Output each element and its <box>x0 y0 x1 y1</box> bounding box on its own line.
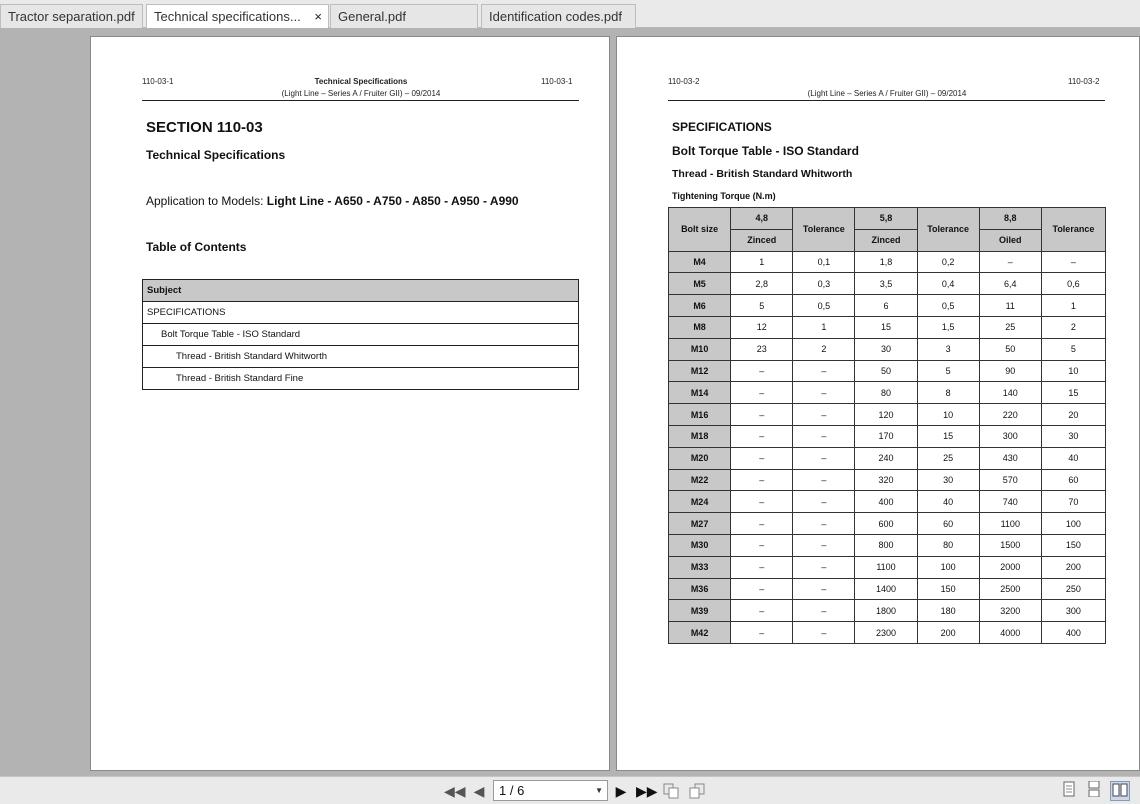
bolt-size-cell: M20 <box>669 447 731 469</box>
torque-cell: 6 <box>855 295 917 317</box>
torque-cell: 2000 <box>979 556 1041 578</box>
torque-cell: 5 <box>731 295 793 317</box>
torque-cell: 100 <box>1041 513 1105 535</box>
torque-cell: 740 <box>979 491 1041 513</box>
torque-cell: 120 <box>855 404 917 426</box>
bolt-size-cell: M24 <box>669 491 731 513</box>
torque-cell: 50 <box>979 338 1041 360</box>
torque-cell: – <box>979 251 1041 273</box>
torque-cell: 15 <box>855 316 917 338</box>
tab-technical-specifications[interactable] <box>146 4 329 29</box>
torque-cell: – <box>731 382 793 404</box>
bolt-size-cell: M36 <box>669 578 731 600</box>
table-row <box>669 251 1106 273</box>
torque-cell: 180 <box>917 600 979 622</box>
torque-cell: 0,2 <box>917 251 979 273</box>
torque-cell: 170 <box>855 425 917 447</box>
torque-cell: 1,5 <box>917 316 979 338</box>
table-row <box>669 273 1106 295</box>
torque-cell: 12 <box>731 316 793 338</box>
table-row <box>669 338 1106 360</box>
torque-cell: 1 <box>793 316 855 338</box>
torque-cell: 10 <box>917 404 979 426</box>
torque-cell: 400 <box>1041 622 1105 644</box>
torque-cell: 1500 <box>979 534 1041 556</box>
torque-cell: 20 <box>1041 404 1105 426</box>
torque-cell: – <box>731 447 793 469</box>
bottom-toolbar <box>0 776 1140 804</box>
col-bolt-size: Bolt size <box>669 208 731 252</box>
table-row <box>669 360 1106 382</box>
tab-general[interactable] <box>330 4 478 28</box>
torque-cell: – <box>793 600 855 622</box>
toc-link-bsf[interactable]: Thread - British Standard Fine <box>143 368 579 390</box>
specs-title: SPECIFICATIONS <box>672 120 772 134</box>
torque-caption: Tightening Torque (N.m) <box>672 191 776 201</box>
page-number-left: 110-03-2 <box>668 77 700 86</box>
torque-cell: 1100 <box>855 556 917 578</box>
pdf-page-left <box>90 36 610 771</box>
toc-row[interactable] <box>143 368 579 390</box>
torque-cell: 140 <box>979 382 1041 404</box>
torque-cell: – <box>731 469 793 491</box>
torque-cell: 2 <box>793 338 855 360</box>
torque-cell: 6,4 <box>979 273 1041 295</box>
col-finish-88: Oiled <box>979 229 1041 251</box>
bolt-size-cell: M16 <box>669 404 731 426</box>
torque-cell: – <box>793 425 855 447</box>
torque-cell: 3200 <box>979 600 1041 622</box>
col-grade-48: 4,8 <box>731 208 793 230</box>
torque-cell: 240 <box>855 447 917 469</box>
torque-cell: 5 <box>917 360 979 382</box>
torque-cell: 10 <box>1041 360 1105 382</box>
torque-cell: – <box>731 600 793 622</box>
application-prefix: Application to Models: <box>146 194 267 208</box>
table-row <box>669 316 1106 338</box>
bolt-size-cell: M12 <box>669 360 731 382</box>
torque-cell: 80 <box>855 382 917 404</box>
torque-cell: 200 <box>917 622 979 644</box>
table-row <box>669 578 1106 600</box>
page-number-select[interactable] <box>493 780 608 801</box>
torque-cell: 100 <box>917 556 979 578</box>
facing-pages-icon[interactable] <box>1110 781 1130 801</box>
torque-cell: 1800 <box>855 600 917 622</box>
table-row <box>669 491 1106 513</box>
torque-cell: – <box>731 556 793 578</box>
torque-cell: 300 <box>979 425 1041 447</box>
header-title: Technical Specifications <box>314 77 408 86</box>
table-row <box>669 534 1106 556</box>
application-line <box>146 194 519 208</box>
torque-cell: 0,3 <box>793 273 855 295</box>
torque-cell: – <box>1041 251 1105 273</box>
torque-cell: 23 <box>731 338 793 360</box>
toc-table <box>142 279 579 390</box>
torque-cell: 8 <box>917 382 979 404</box>
bolt-size-cell: M8 <box>669 316 731 338</box>
torque-cell: – <box>793 513 855 535</box>
torque-cell: 30 <box>917 469 979 491</box>
continuous-page-icon[interactable] <box>1084 781 1104 801</box>
toc-link-bsw[interactable]: Thread - British Standard Whitworth <box>143 346 579 368</box>
torque-cell: – <box>731 534 793 556</box>
torque-cell: – <box>793 382 855 404</box>
header-rule <box>668 100 1105 101</box>
table-row <box>669 382 1106 404</box>
bolt-size-cell: M5 <box>669 273 731 295</box>
torque-cell: 15 <box>917 425 979 447</box>
torque-cell: 220 <box>979 404 1041 426</box>
torque-cell: 60 <box>917 513 979 535</box>
table-row <box>669 556 1106 578</box>
torque-table-body <box>669 251 1106 643</box>
torque-cell: 15 <box>1041 382 1105 404</box>
header-subtitle: (Light Line – Series A / Fruiter GII) – 09/2014 <box>281 89 441 98</box>
torque-cell: 150 <box>917 578 979 600</box>
bolt-size-cell: M6 <box>669 295 731 317</box>
torque-cell: – <box>731 360 793 382</box>
torque-cell: 40 <box>1041 447 1105 469</box>
torque-cell: – <box>731 404 793 426</box>
torque-cell: – <box>793 360 855 382</box>
toc-header: Subject <box>143 280 579 302</box>
torque-cell: – <box>793 447 855 469</box>
page-number-value: 1 / 6 <box>499 783 525 798</box>
table-row <box>669 425 1106 447</box>
section-subtitle: Technical Specifications <box>146 148 286 162</box>
first-page-icon[interactable]: ◀◀ <box>444 783 466 799</box>
torque-cell: – <box>793 404 855 426</box>
torque-cell: 11 <box>979 295 1041 317</box>
header-rule <box>142 100 579 101</box>
torque-cell: 90 <box>979 360 1041 382</box>
table-row <box>669 295 1106 317</box>
torque-cell: – <box>793 534 855 556</box>
tab-tractor-separation[interactable] <box>0 4 143 28</box>
bolt-size-cell: M4 <box>669 251 731 273</box>
torque-cell: – <box>793 556 855 578</box>
torque-cell: 0,4 <box>917 273 979 295</box>
col-grade-58: 5,8 <box>855 208 917 230</box>
section-title: SECTION 110-03 <box>146 119 263 136</box>
tab-label: Identification codes.pdf <box>489 9 622 24</box>
page-number-right: 110-03-1 <box>541 77 573 86</box>
bolt-torque-title: Bolt Torque Table - ISO Standard <box>672 144 859 158</box>
bolt-size-cell: M14 <box>669 382 731 404</box>
torque-cell: – <box>793 491 855 513</box>
bolt-size-cell: M18 <box>669 425 731 447</box>
torque-cell: 0,1 <box>793 251 855 273</box>
bolt-size-cell: M33 <box>669 556 731 578</box>
toc-row[interactable] <box>143 346 579 368</box>
torque-cell: 800 <box>855 534 917 556</box>
toc-row[interactable] <box>143 302 579 324</box>
torque-cell: 30 <box>855 338 917 360</box>
history-forward-icon[interactable] <box>688 782 706 800</box>
torque-cell: 1400 <box>855 578 917 600</box>
application-models: Light Line - A650 - A750 - A850 - A950 - A990 <box>266 194 519 208</box>
bolt-size-cell: M39 <box>669 600 731 622</box>
table-row <box>669 600 1106 622</box>
table-subheader-row <box>669 229 1106 251</box>
last-page-icon[interactable]: ▶▶ <box>636 783 658 799</box>
next-page-icon[interactable]: ▶ <box>615 783 627 799</box>
torque-cell: – <box>793 578 855 600</box>
torque-cell: 60 <box>1041 469 1105 491</box>
torque-cell: 30 <box>1041 425 1105 447</box>
torque-cell: – <box>731 622 793 644</box>
torque-cell: 25 <box>979 316 1041 338</box>
torque-cell: 0,6 <box>1041 273 1105 295</box>
torque-cell: 1100 <box>979 513 1041 535</box>
torque-cell: 2 <box>1041 316 1105 338</box>
table-row <box>669 404 1106 426</box>
table-row <box>669 469 1106 491</box>
torque-table <box>668 207 1106 644</box>
torque-cell: 4000 <box>979 622 1041 644</box>
col-finish-48: Zinced <box>731 229 793 251</box>
torque-cell: 150 <box>1041 534 1105 556</box>
torque-cell: 430 <box>979 447 1041 469</box>
torque-cell: – <box>731 578 793 600</box>
single-page-icon[interactable] <box>1059 781 1079 801</box>
torque-cell: 3,5 <box>855 273 917 295</box>
torque-cell: 5 <box>1041 338 1105 360</box>
tab-identification-codes[interactable] <box>481 4 636 28</box>
page-number-left: 110-03-1 <box>142 77 174 86</box>
torque-cell: 300 <box>1041 600 1105 622</box>
toc-row[interactable] <box>143 324 579 346</box>
prev-page-icon[interactable]: ◀ <box>473 783 485 799</box>
torque-cell: – <box>731 425 793 447</box>
header-subtitle: (Light Line – Series A / Fruiter GII) – 09/2014 <box>807 89 967 98</box>
torque-cell: 2500 <box>979 578 1041 600</box>
torque-cell: 1 <box>1041 295 1105 317</box>
col-tolerance: Tolerance <box>917 208 979 252</box>
torque-cell: – <box>731 513 793 535</box>
torque-cell: 570 <box>979 469 1041 491</box>
col-tolerance: Tolerance <box>793 208 855 252</box>
tab-bar <box>0 0 1140 28</box>
torque-cell: 40 <box>917 491 979 513</box>
table-row <box>669 447 1106 469</box>
bolt-size-cell: M27 <box>669 513 731 535</box>
bolt-size-cell: M30 <box>669 534 731 556</box>
toc-link-bolt-torque[interactable]: Bolt Torque Table - ISO Standard <box>143 324 579 346</box>
torque-cell: 250 <box>1041 578 1105 600</box>
tab-label: Tractor separation.pdf <box>8 9 135 24</box>
table-row <box>669 622 1106 644</box>
table-header-row <box>669 208 1106 230</box>
torque-cell: 50 <box>855 360 917 382</box>
pdf-page-right <box>616 36 1140 771</box>
bolt-size-cell: M22 <box>669 469 731 491</box>
torque-cell: 1 <box>731 251 793 273</box>
chevron-down-icon: ▼ <box>595 786 603 795</box>
torque-cell: 2,8 <box>731 273 793 295</box>
torque-cell: 3 <box>917 338 979 360</box>
torque-cell: 1,8 <box>855 251 917 273</box>
torque-cell: 70 <box>1041 491 1105 513</box>
toc-header-row <box>143 280 579 302</box>
torque-cell: – <box>731 491 793 513</box>
history-back-icon[interactable] <box>662 782 680 800</box>
col-finish-58: Zinced <box>855 229 917 251</box>
close-icon[interactable]: × <box>314 9 322 24</box>
torque-cell: 2300 <box>855 622 917 644</box>
tab-label: General.pdf <box>338 9 406 24</box>
col-grade-88: 8,8 <box>979 208 1041 230</box>
tab-label: Technical specifications... <box>154 9 301 24</box>
torque-cell: 0,5 <box>917 295 979 317</box>
bolt-size-cell: M10 <box>669 338 731 360</box>
toc-title: Table of Contents <box>146 240 247 254</box>
torque-cell: 400 <box>855 491 917 513</box>
torque-cell: 600 <box>855 513 917 535</box>
col-tolerance: Tolerance <box>1041 208 1105 252</box>
table-row <box>669 513 1106 535</box>
torque-cell: 0,5 <box>793 295 855 317</box>
document-viewport[interactable] <box>0 28 1140 776</box>
thread-title: Thread - British Standard Whitworth <box>672 168 853 180</box>
bolt-size-cell: M42 <box>669 622 731 644</box>
torque-cell: 80 <box>917 534 979 556</box>
toc-link-specifications[interactable]: SPECIFICATIONS <box>143 302 579 324</box>
torque-cell: 200 <box>1041 556 1105 578</box>
torque-cell: 25 <box>917 447 979 469</box>
page-number-right: 110-03-2 <box>1068 77 1100 86</box>
torque-cell: 320 <box>855 469 917 491</box>
torque-cell: – <box>793 622 855 644</box>
torque-cell: – <box>793 469 855 491</box>
